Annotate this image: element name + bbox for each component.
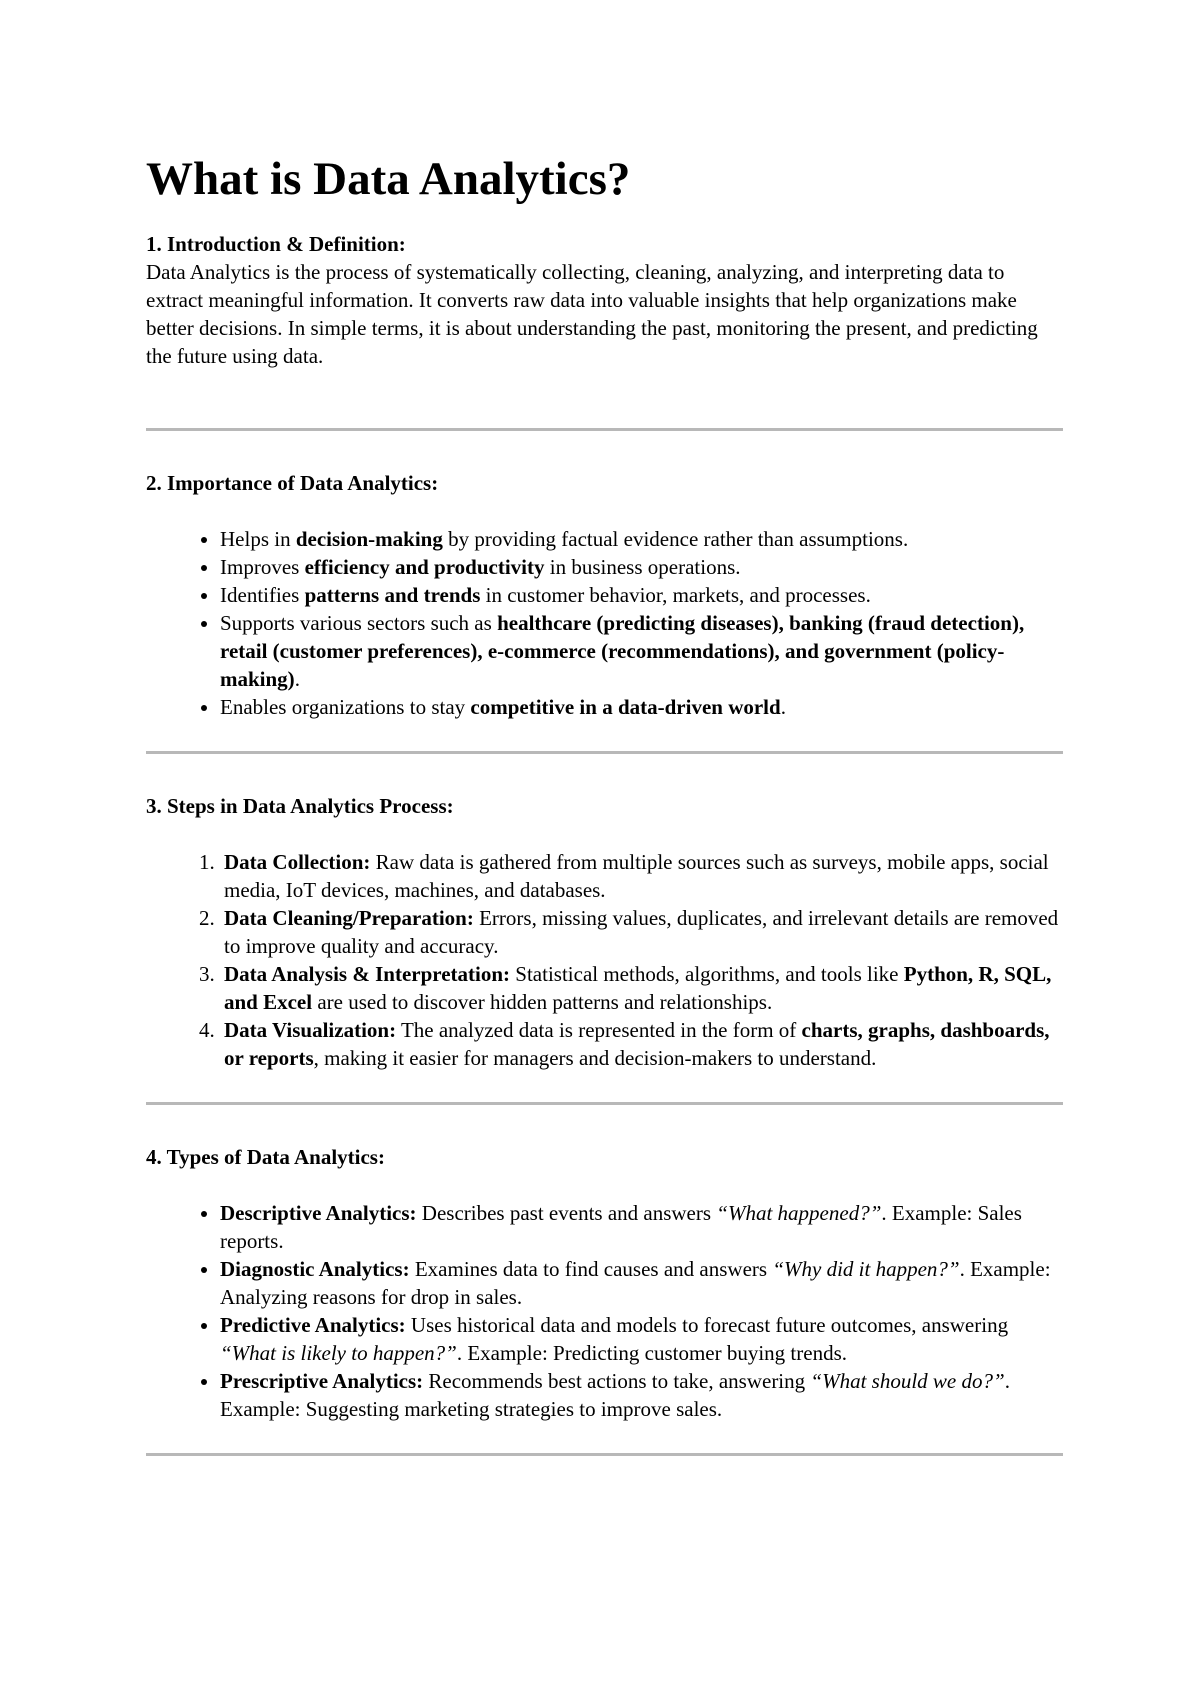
steps-list [146,848,1063,1072]
section-divider [146,1102,1063,1105]
spacer [146,370,1063,398]
section-heading: 3. Steps in Data Analytics Process: [146,794,454,819]
section-steps [146,792,1063,1072]
page-title: What is Data Analytics? [146,153,631,205]
list-item: • Predictive Analytics: Uses historical data and models to forecast future outcomes, answering “What is likely to happen?”. Example: Predicting customer buying trends. [220,1311,1063,1367]
list-item: • Supports various sectors such as healthcare (predicting diseases), banking (fraud detection), retail (customer preferences), e-commerce (recommendations), and government (policy-making). [220,609,1063,693]
list-item: • Helps in decision-making by providing factual evidence rather than assumptions. [220,525,1063,553]
importance-list [146,525,1063,721]
section-types [146,1143,1063,1423]
section-introduction [146,230,1063,370]
section-divider [146,751,1063,754]
section-heading: 2. Importance of Data Analytics: [146,471,439,496]
list-item: • Diagnostic Analytics: Examines data to find causes and answers “Why did it happen?”. Example: Analyzing reasons for drop in sales. [220,1255,1063,1311]
spacer [146,820,1063,848]
list-item: 1. Data Collection: Raw data is gathered from multiple sources such as surveys, mobile apps, social media, IoT devices, machines, and databases. [220,848,1063,904]
list-item: • Improves efficiency and productivity in business operations. [220,553,1063,581]
section-divider [146,428,1063,431]
list-item: • Prescriptive Analytics: Recommends best actions to take, answering “What should we do?”. Example: Suggesting marketing strategies to improve sales. [220,1367,1063,1423]
list-item: 4. Data Visualization: The analyzed data is represented in the form of charts, graphs, dashboards, or reports, making it easier for managers and decision-makers to understand. [220,1016,1063,1072]
section-heading: 4. Types of Data Analytics: [146,1145,385,1170]
types-list [146,1199,1063,1423]
section-divider [146,1453,1063,1456]
list-item: • Descriptive Analytics: Describes past events and answers “What happened?”. Example: Sales reports. [220,1199,1063,1255]
spacer [146,497,1063,525]
section-heading: 1. Introduction & Definition: [146,232,406,257]
list-item: 3. Data Analysis & Interpretation: Statistical methods, algorithms, and tools like Python, R, SQL, and Excel are used to discover hidden patterns and relationships. [220,960,1063,1016]
spacer [146,1171,1063,1199]
list-item: 2. Data Cleaning/Preparation: Errors, missing values, duplicates, and irrelevant details are removed to improve quality and accuracy. [220,904,1063,960]
list-item: • Identifies patterns and trends in customer behavior, markets, and processes. [220,581,1063,609]
section-paragraph: Data Analytics is the process of systematically collecting, cleaning, analyzing, and interpreting data to extract meaningful information. It converts raw data into valuable insights that help organizations make better decisions. In simple terms, it is about understanding the past, monitoring the present, and predicting the future using data. [146,260,1038,369]
section-importance [146,469,1063,721]
list-item: • Enables organizations to stay competitive in a data-driven world. [220,693,1063,721]
